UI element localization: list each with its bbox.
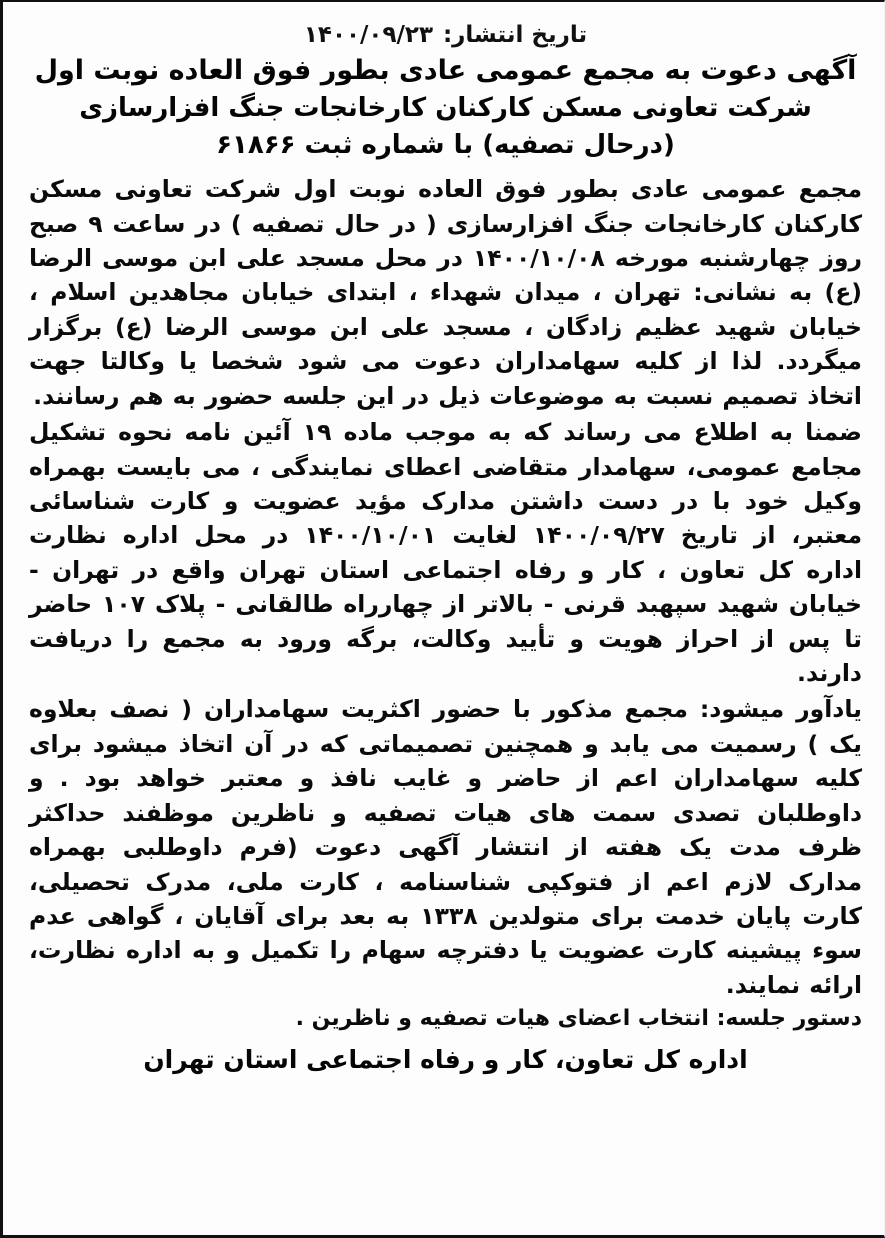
paragraph-proxy-notice: ضمنا به اطلاع می رساند که به موجب ماده ۱۹ آئین نامه نحوه تشکیل مجامع عمومی، سهامدار متقاضی اعطای نمایندگی ، می بایست بهمراه وکیل خود با در دست داشتن مدارک مؤید عضویت و کارت شناسائی معتبر، از تاریخ ۱۴۰۰/۰۹/۲۷ لغایت ۱۴۰۰/۱۰/۰۱ در محل اداره نظارت اداره کل تعاون ، کار و رفاه اجتماعی استان تهران واقع در تهران - خیابان شهید سپهبد قرنی - بالاتر از چهارراه طالقانی - پلاک ۱۰۷ حاضر تا پس از احراز هویت و تأیید وکالت، برگه ورود به مجمع را دریافت دارند. [29,418,862,688]
notice-content [3,2,884,1080]
reminder-rest: مجمع مذکور با حضور اکثریت سهامداران ( نصف بعلاوه یک ) رسمیت می یابد و همچنین تصمیماتی که در آن اتخاذ میشود برای کلیه سهامداران اعم از حاضر و غایب نافذ و معتبر خواهد بود . و داوطلبان تصدی سمت های هیات تصفیه و ناظرین موظفند حداکثر ظرف مدت یک هفته از انتشار آگهی دعوت (فرم داوطلبی بهمراه مدارک لازم اعم از فتوکپی شناسنامه ، کارت ملی، مدرک تحصیلی، کارت پایان خدمت برای متولدین ۱۳۳۸ به بعد برای آقایان ، گواهی عدم سوء پیشینه کارت عضویت یا دفترچه سهام را تکمیل و به اداره نظارت، ارائه نمایند. [29,695,862,999]
notice-title [29,52,862,164]
paragraph-reminder [29,692,862,1002]
publish-date [29,22,862,48]
paragraph-meeting-details: مجمع عمومی عادی بطور فوق العاده نوبت اول شرکت تعاونی مسکن کارکنان کارخانجات جنگ افزارسازی ( در حال تصفیه ) در ساعت ۹ صبح روز چهارشنبه مورخه ۱۴۰۰/۱۰/۰۸ در محل مسجد علی ابن موسی الرضا (ع) به نشانی: تهران ، میدان شهداء ، ابتدای خیابان مجاهدین اسلام ، خیابان شهید عظیم زادگان ، مسجد علی ابن موسی الرضا (ع) برگزار میگردد. لذا از کلیه سهامداران دعوت می شود شخصا یا وکالتا جهت اتخاذ تصمیم نسبت به موضوعات ذیل در این جلسه حضور به هم رسانند. [29,175,863,410]
reminder-lead: یادآور میشود: [699,695,862,724]
paragraph-agenda: دستور جلسه: انتخاب اعضای هیات تصفیه و ناظرین . [295,1006,862,1032]
title-line-2: شرکت تعاونی مسکن کارکنان کارخانجات جنگ افزارسازی [79,93,812,124]
publish-date-value: ۱۴۰۰/۰۹/۲۳ [303,22,433,48]
title-line-1: آگهی دعوت به مجمع عمومی عادی بطور فوق العاده نوبت اول [34,55,857,86]
publish-date-label: تاریخ انتشار: [442,22,588,48]
issuing-authority: اداره کل تعاون، کار و رفاه اجتماعی استان تهران [143,1045,748,1075]
title-line-3: (درحال تصفیه) با شماره ثبت ۶۱۸۶۶ [216,130,675,161]
